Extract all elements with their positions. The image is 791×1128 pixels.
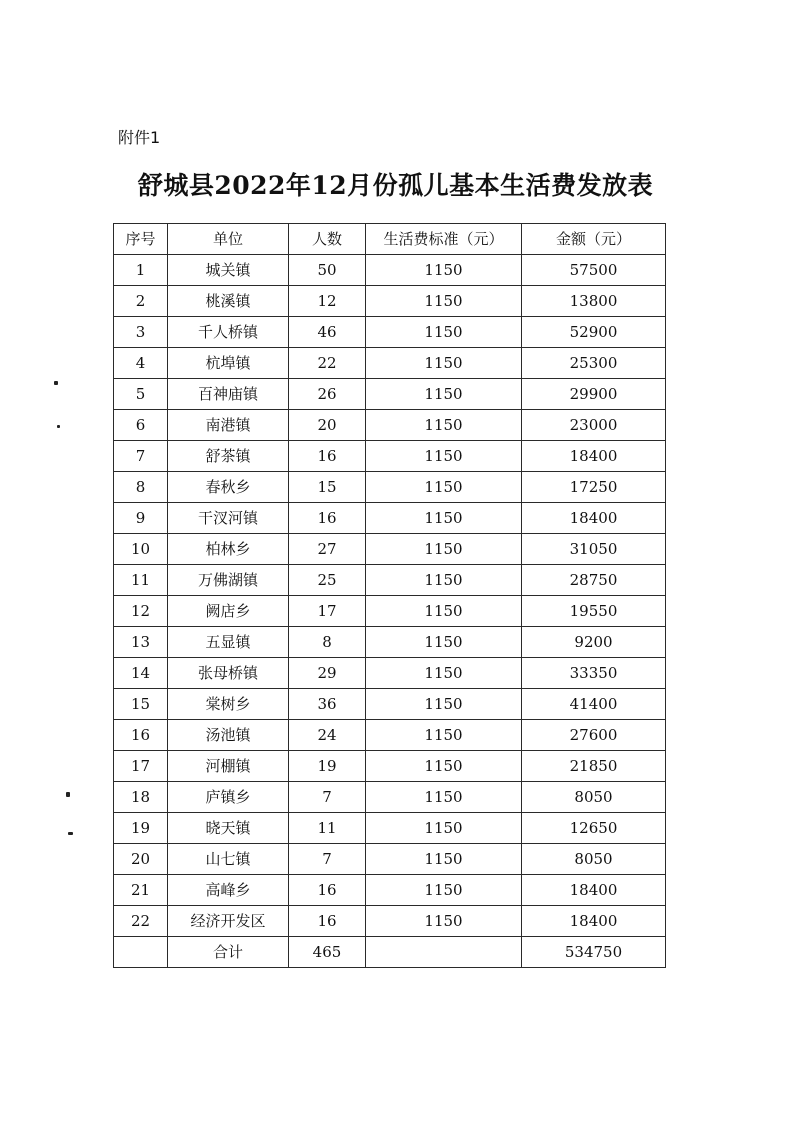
cell-no: 5: [114, 379, 168, 410]
cell-unit: 五显镇: [168, 627, 289, 658]
cell-count: 36: [289, 689, 366, 720]
total-label-cell: 合计: [168, 937, 289, 968]
cell-no: 13: [114, 627, 168, 658]
cell-amount: 13800: [522, 286, 666, 317]
table-row: [114, 906, 666, 937]
cell-count: 29: [289, 658, 366, 689]
cell-unit: 张母桥镇: [168, 658, 289, 689]
column-header-count: 人数: [289, 224, 366, 255]
cell-standard: 1150: [366, 906, 522, 937]
cell-standard: 1150: [366, 844, 522, 875]
column-header-no: 序号: [114, 224, 168, 255]
total-no-cell: [114, 937, 168, 968]
cell-no: 7: [114, 441, 168, 472]
cell-count: 16: [289, 875, 366, 906]
cell-standard: 1150: [366, 875, 522, 906]
cell-count: 19: [289, 751, 366, 782]
cell-amount: 18400: [522, 503, 666, 534]
cell-no: 9: [114, 503, 168, 534]
cell-amount: 21850: [522, 751, 666, 782]
cell-no: 6: [114, 410, 168, 441]
cell-standard: 1150: [366, 534, 522, 565]
cell-amount: 52900: [522, 317, 666, 348]
cell-amount: 23000: [522, 410, 666, 441]
cell-count: 16: [289, 503, 366, 534]
cell-unit: 经济开发区: [168, 906, 289, 937]
table-row: [114, 441, 666, 472]
cell-unit: 千人桥镇: [168, 317, 289, 348]
cell-unit: 山七镇: [168, 844, 289, 875]
table-row: [114, 596, 666, 627]
cell-unit: 舒茶镇: [168, 441, 289, 472]
cell-count: 22: [289, 348, 366, 379]
cell-count: 15: [289, 472, 366, 503]
cell-standard: 1150: [366, 503, 522, 534]
cell-count: 24: [289, 720, 366, 751]
cell-amount: 25300: [522, 348, 666, 379]
cell-count: 7: [289, 844, 366, 875]
total-amount-cell: 534750: [522, 937, 666, 968]
cell-unit: 桃溪镇: [168, 286, 289, 317]
table-row: [114, 627, 666, 658]
cell-amount: 33350: [522, 658, 666, 689]
table-row: [114, 317, 666, 348]
payout-table: [113, 223, 666, 968]
cell-no: 12: [114, 596, 168, 627]
cell-no: 1: [114, 255, 168, 286]
cell-no: 4: [114, 348, 168, 379]
cell-amount: 41400: [522, 689, 666, 720]
table-row: [114, 782, 666, 813]
cell-no: 2: [114, 286, 168, 317]
total-standard-cell: [366, 937, 522, 968]
cell-unit: 高峰乡: [168, 875, 289, 906]
cell-standard: 1150: [366, 441, 522, 472]
cell-unit: 棠树乡: [168, 689, 289, 720]
cell-amount: 31050: [522, 534, 666, 565]
table-row: [114, 565, 666, 596]
table-row: [114, 534, 666, 565]
cell-count: 27: [289, 534, 366, 565]
cell-standard: 1150: [366, 596, 522, 627]
cell-standard: 1150: [366, 348, 522, 379]
cell-unit: 晓天镇: [168, 813, 289, 844]
table-row: [114, 875, 666, 906]
cell-no: 15: [114, 689, 168, 720]
cell-count: 50: [289, 255, 366, 286]
cell-count: 46: [289, 317, 366, 348]
cell-count: 8: [289, 627, 366, 658]
cell-amount: 29900: [522, 379, 666, 410]
cell-no: 3: [114, 317, 168, 348]
cell-standard: 1150: [366, 565, 522, 596]
cell-amount: 12650: [522, 813, 666, 844]
cell-standard: 1150: [366, 286, 522, 317]
cell-amount: 19550: [522, 596, 666, 627]
cell-no: 11: [114, 565, 168, 596]
cell-amount: 8050: [522, 844, 666, 875]
table-row: [114, 379, 666, 410]
cell-count: 11: [289, 813, 366, 844]
cell-no: 18: [114, 782, 168, 813]
page-title: 舒城县2022年12月份孤儿基本生活费发放表: [137, 171, 654, 200]
table-row: [114, 751, 666, 782]
cell-standard: 1150: [366, 813, 522, 844]
table-body: [114, 255, 666, 937]
cell-standard: 1150: [366, 689, 522, 720]
table-row: [114, 255, 666, 286]
cell-no: 19: [114, 813, 168, 844]
table-row: [114, 410, 666, 441]
cell-amount: 28750: [522, 565, 666, 596]
cell-no: 16: [114, 720, 168, 751]
cell-amount: 27600: [522, 720, 666, 751]
cell-no: 22: [114, 906, 168, 937]
cell-count: 26: [289, 379, 366, 410]
cell-count: 7: [289, 782, 366, 813]
cell-unit: 阙店乡: [168, 596, 289, 627]
cell-unit: 城关镇: [168, 255, 289, 286]
cell-count: 16: [289, 906, 366, 937]
cell-standard: 1150: [366, 658, 522, 689]
column-header-standard: 生活费标准（元）: [366, 224, 522, 255]
total-row: [114, 937, 666, 968]
cell-standard: 1150: [366, 782, 522, 813]
cell-standard: 1150: [366, 255, 522, 286]
table-row: [114, 503, 666, 534]
attachment-label: 附件1: [118, 128, 161, 147]
table-row: [114, 689, 666, 720]
total-count-cell: 465: [289, 937, 366, 968]
cell-unit: 春秋乡: [168, 472, 289, 503]
cell-unit: 杭埠镇: [168, 348, 289, 379]
table-row: [114, 472, 666, 503]
cell-standard: 1150: [366, 317, 522, 348]
cell-no: 20: [114, 844, 168, 875]
table-row: [114, 286, 666, 317]
cell-unit: 汤池镇: [168, 720, 289, 751]
column-header-amount: 金额（元）: [522, 224, 666, 255]
cell-standard: 1150: [366, 627, 522, 658]
cell-amount: 57500: [522, 255, 666, 286]
cell-count: 25: [289, 565, 366, 596]
cell-unit: 柏林乡: [168, 534, 289, 565]
cell-no: 8: [114, 472, 168, 503]
cell-standard: 1150: [366, 720, 522, 751]
scan-speck: [68, 832, 73, 835]
scan-speck: [66, 792, 70, 797]
cell-amount: 8050: [522, 782, 666, 813]
cell-standard: 1150: [366, 472, 522, 503]
cell-no: 17: [114, 751, 168, 782]
scan-speck: [57, 425, 60, 428]
cell-unit: 南港镇: [168, 410, 289, 441]
cell-standard: 1150: [366, 751, 522, 782]
cell-no: 14: [114, 658, 168, 689]
cell-amount: 17250: [522, 472, 666, 503]
cell-standard: 1150: [366, 410, 522, 441]
cell-unit: 庐镇乡: [168, 782, 289, 813]
table-row: [114, 844, 666, 875]
cell-unit: 万佛湖镇: [168, 565, 289, 596]
cell-unit: 百神庙镇: [168, 379, 289, 410]
cell-no: 21: [114, 875, 168, 906]
cell-unit: 干汊河镇: [168, 503, 289, 534]
cell-amount: 18400: [522, 441, 666, 472]
column-header-unit: 单位: [168, 224, 289, 255]
table-row: [114, 813, 666, 844]
cell-amount: 18400: [522, 906, 666, 937]
cell-unit: 河棚镇: [168, 751, 289, 782]
table-row: [114, 720, 666, 751]
cell-amount: 9200: [522, 627, 666, 658]
cell-count: 17: [289, 596, 366, 627]
table-row: [114, 658, 666, 689]
cell-count: 20: [289, 410, 366, 441]
cell-amount: 18400: [522, 875, 666, 906]
cell-count: 12: [289, 286, 366, 317]
cell-count: 16: [289, 441, 366, 472]
table-header-row: [114, 224, 666, 255]
scan-speck: [54, 381, 58, 385]
cell-standard: 1150: [366, 379, 522, 410]
cell-no: 10: [114, 534, 168, 565]
table-row: [114, 348, 666, 379]
